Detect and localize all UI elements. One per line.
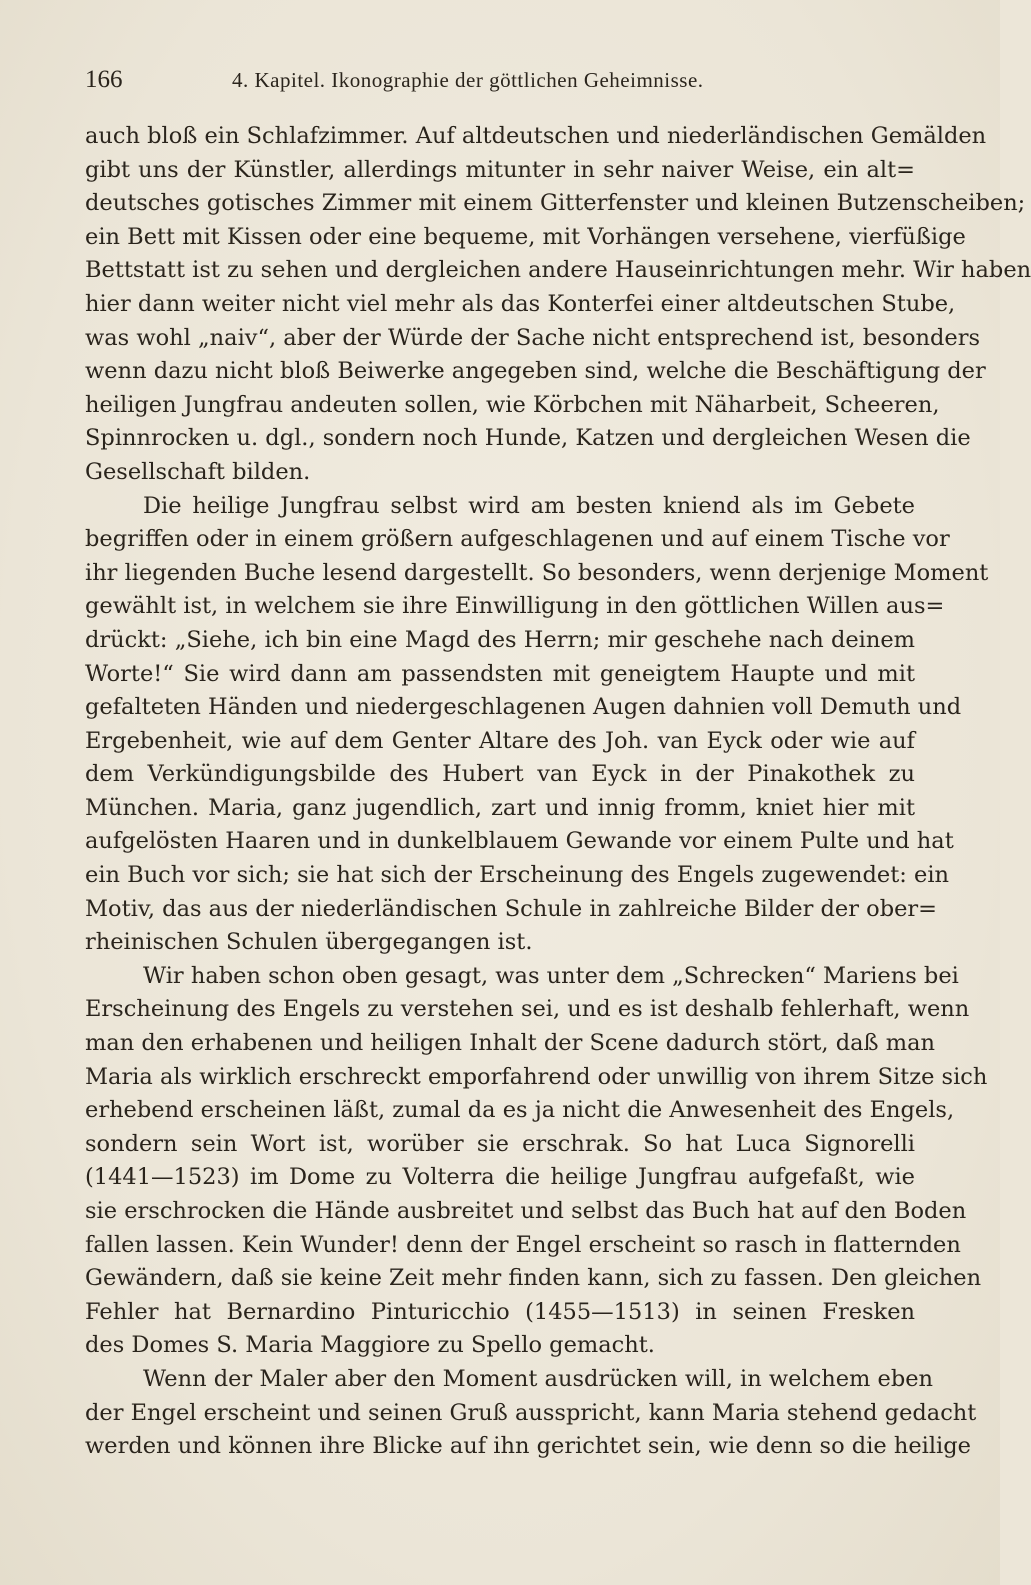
text-line: sie erschrocken die Hände ausbreitet und selbst das Buch hat auf den Boden	[85, 1198, 967, 1224]
text-line: rheinischen Schulen übergegangen ist.	[85, 929, 533, 956]
text-line: Wenn der Maler aber den Moment ausdrücken will, in welchem eben	[143, 1365, 934, 1392]
text-line: aufgelösten Haaren und in dunkelblauem Gewande vor einem Pulte und hat	[85, 828, 954, 855]
paragraph	[85, 1363, 977, 1464]
text-line: Maria als wirklich erschreckt emporfahrend oder unwillig von ihrem Sitze sich	[85, 1063, 988, 1090]
text-line: des Domes S. Maria Maggiore zu Spello gemacht.	[85, 1332, 655, 1359]
text-line: der Engel erscheint und seinen Gruß ausspricht, kann Maria stehend gedacht	[85, 1399, 977, 1426]
text-line: fallen lassen. Kein Wunder! denn der Engel erscheint so rasch in flatternden	[85, 1231, 961, 1258]
text-line: München. Maria, ganz jugendlich, zart und innig fromm, kniet hier mit	[85, 794, 915, 821]
text-line: drückt: „Siehe, ich bin eine Magd des Herrn; mir geschehe nach deinem	[85, 626, 915, 653]
paragraph	[85, 490, 989, 960]
text-line: Fehler hat Bernardino Pinturicchio (1455—1513) in seinen Fresken	[85, 1298, 915, 1325]
text-line: ein Bett mit Kissen oder eine bequeme, mit Vorhängen versehene, vierfüßige	[85, 223, 966, 250]
text-line: ihr liegenden Buche lesend dargestellt. So besonders, wenn derjenige Moment	[85, 559, 989, 586]
text-line: (1441—1523) im Dome zu Volterra die heilige Jungfrau aufgefaßt, wie	[85, 1164, 915, 1191]
paragraph	[85, 120, 1031, 490]
running-head: 4. Kapitel. Ikonographie der göttlichen Geheimnisse.	[232, 68, 704, 92]
text-line: gibt uns der Künstler, allerdings mitunter in sehr naiver Weise, ein alt=	[85, 156, 915, 183]
text-line: sondern sein Wort ist, worüber sie erschrak. So hat Luca Signorelli	[85, 1130, 915, 1157]
text-line: deutsches gotisches Zimmer mit einem Gitterfenster und kleinen Butzenscheiben;	[85, 190, 1026, 217]
text-line: Worte!“ Sie wird dann am passendsten mit geneigtem Haupte und mit	[85, 660, 915, 687]
page-header	[85, 66, 915, 102]
text-line: begriffen oder in einem größern aufgeschlagenen und auf einem Tische vor	[85, 526, 950, 553]
text-line: hier dann weiter nicht viel mehr als das Konterfei einer altdeutschen Stube,	[85, 290, 956, 317]
text-line: heiligen Jungfrau andeuten sollen, wie Körbchen mit Näharbeit, Scheeren,	[85, 391, 940, 418]
text-line: Gesellschaft bilden.	[85, 458, 311, 485]
text-line: ein Buch vor sich; sie hat sich der Erscheinung des Engels zugewendet: ein	[85, 862, 950, 889]
text-line: Bettstatt ist zu sehen und dergleichen andere Hauseinrichtungen mehr. Wir haben	[85, 257, 1031, 284]
text-line: Die heilige Jungfrau selbst wird am besten kniend als im Gebete	[143, 492, 915, 519]
text-line: Gewändern, daß sie keine Zeit mehr finden kann, sich zu fassen. Den gleichen	[85, 1265, 982, 1292]
page-number: 166	[85, 66, 123, 93]
text-line: Ergebenheit, wie auf dem Genter Altare des Joh. van Eyck oder wie auf	[85, 727, 915, 754]
paragraph	[85, 960, 988, 1363]
text-line: auch bloß ein Schlafzimmer. Auf altdeutschen und niederländischen Gemälden	[85, 123, 987, 149]
text-line: was wohl „naiv“, aber der Würde der Sache nicht entsprechend ist, besonders	[85, 324, 981, 351]
text-line: erhebend erscheinen läßt, zumal da es ja nicht die Anwesenheit des Engels,	[85, 1097, 955, 1124]
text-line: Spinnrocken u. dgl., sondern noch Hunde, Katzen und dergleichen Wesen die	[85, 425, 971, 452]
text-line: Erscheinung des Engels zu verstehen sei, und es ist deshalb fehlerhaft, wenn	[85, 996, 970, 1023]
body-text	[85, 120, 1031, 1464]
text-line: wenn dazu nicht bloß Beiwerke angegeben sind, welche die Beschäftigung der	[85, 358, 986, 385]
text-line: Wir haben schon oben gesagt, was unter dem „Schrecken“ Mariens bei	[143, 962, 959, 989]
text-line: Motiv, das aus der niederländischen Schule in zahlreiche Bilder der ober=	[85, 895, 938, 922]
text-line: gefalteten Händen und niedergeschlagenen Augen dahnien voll Demuth und	[85, 694, 962, 721]
text-line: man den erhabenen und heiligen Inhalt der Scene dadurch stört, daß man	[85, 1030, 935, 1057]
text-line: gewählt ist, in welchem sie ihre Einwilligung in den göttlichen Willen aus=	[85, 593, 945, 620]
text-line: werden und können ihre Blicke auf ihn gerichtet sein, wie denn so die heilige	[85, 1433, 971, 1460]
text-line: dem Verkündigungsbilde des Hubert van Eyck in der Pinakothek zu	[85, 761, 915, 788]
